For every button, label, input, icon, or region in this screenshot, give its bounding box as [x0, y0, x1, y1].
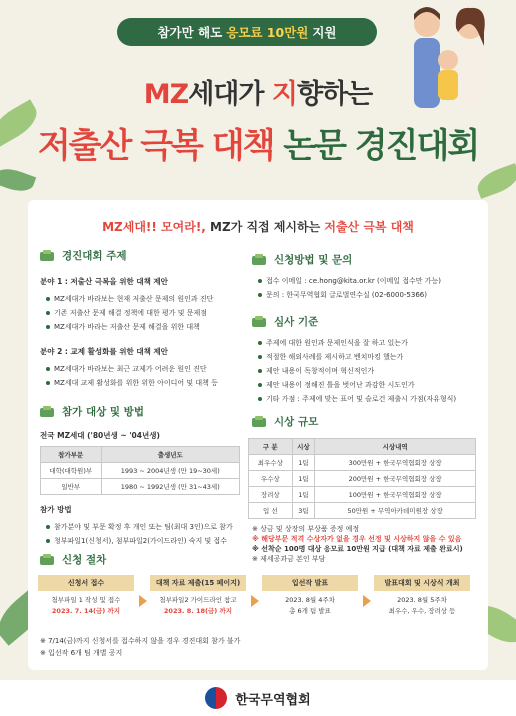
field-2-title: 분야 2 : 교제 활성화를 위한 대책 제안 [40, 347, 168, 356]
list-item-text: 참가분야 및 부문 확정 후 개인 또는 팀(최대 3인)으로 참가 [54, 523, 233, 531]
step-date: 2023. 8. 18(금) 까지 [163, 607, 233, 615]
section-target-title: 참가 대상 및 방법 [62, 406, 144, 418]
step-card [262, 575, 358, 631]
section-prize-title: 시상 규모 [274, 416, 319, 428]
list-item-text: MZ세대가 바라보는 현재 저출산 문제의 원인과 진단 [54, 295, 214, 303]
title1-mz: MZ [143, 79, 189, 110]
table-cell: 1팀 [292, 487, 315, 503]
list-item [46, 378, 218, 388]
step-head: 대책 자료 제출(15 페이지) [150, 575, 246, 591]
prize-note: ※ 제세공과금 본인 부담 [252, 555, 326, 563]
title2-contest: 논문 경진대회 [283, 126, 479, 166]
step-card [150, 575, 246, 631]
section-apply-title: 신청방법 및 문의 [274, 254, 353, 266]
headline-a: MZ세대!! 모여라!, [102, 220, 206, 234]
section-topic-title: 경진대회 주제 [62, 250, 127, 262]
leaf-icon [40, 406, 54, 418]
target-text: 전국 MZ세대 ('80년생 ~ '04년생) [40, 431, 160, 440]
title1-generation: 세대가 [188, 79, 272, 110]
leaf-icon [252, 254, 266, 266]
section-prize [252, 414, 318, 429]
leaf-icon [252, 416, 266, 428]
section-topic [40, 248, 127, 263]
section-procedure-title: 신청 절차 [62, 554, 107, 566]
table-cell: 1팀 [292, 471, 315, 487]
list-item [258, 366, 374, 376]
banner-highlight: 응모료 10만원 [226, 25, 309, 40]
list-item [46, 322, 200, 332]
list-item [258, 394, 456, 404]
table-cell: 1팀 [292, 455, 315, 471]
list-item [46, 536, 227, 546]
table-header: 시상내역 [315, 439, 476, 455]
list-item-text: 제안 내용이 정해진 틀을 벗어난 과감한 시도인가 [266, 381, 415, 389]
section-procedure [40, 552, 106, 567]
prize-note: ※ 해당부문 적격 수상자가 없을 경우 선정 및 시상하지 않을 수 있음 [252, 535, 462, 543]
prize-note: ※ 상금 및 상장의 부상품 증정 예정 [252, 525, 360, 533]
prize-note: ※ 선착순 100명 대상 응모료 10만원 지급 (대책 자료 제출 완료시) [252, 545, 463, 553]
table-cell: 입 선 [249, 503, 293, 519]
step-line: 첨부파일2 가이드라인 참고 [159, 596, 237, 604]
title-line-1 [0, 72, 516, 111]
table-cell: 장려상 [249, 487, 293, 503]
table-row [249, 487, 476, 503]
arrow-right-icon [363, 595, 371, 607]
section-target [40, 404, 144, 419]
list-item-text: MZ세대가 바라는 저출산 문제 해결을 위한 대책 [54, 323, 200, 331]
prize-table [248, 438, 476, 519]
list-item [46, 308, 207, 318]
table-header: 출생년도 [101, 447, 239, 463]
table-header: 참가부문 [41, 447, 102, 463]
table-cell: 300만원 + 한국무역협회장 상장 [315, 455, 476, 471]
list-item-text: 적절한 해외사례를 제시하고 벤치마킹 했는가 [266, 353, 404, 361]
step-line: 총 6개 팀 발표 [289, 607, 331, 615]
list-item-text: MZ세대가 바라보는 최근 교제가 어려운 원인 진단 [54, 365, 207, 373]
list-item-text: 주제에 대한 원인과 문제인식을 잘 하고 있는가 [266, 339, 408, 347]
arrow-right-icon [139, 595, 147, 607]
list-item-text: 기존 저출산 문제 해결 정책에 대한 평가 및 문제점 [54, 309, 208, 317]
leaf-decoration [0, 164, 36, 196]
section-criteria [252, 314, 318, 329]
list-item-text: 접수 이메일 : ce.hong@kita.or.kr (이메일 접수만 가능) [266, 277, 441, 285]
table-cell: 1993 ~ 2004년생 (만 19~30세) [101, 463, 239, 479]
list-item [46, 364, 207, 374]
kita-logo-icon [205, 687, 227, 709]
list-item [258, 352, 403, 362]
step-date: 2023. 7. 14(금) 까지 [51, 607, 121, 615]
step-head: 신청서 접수 [38, 575, 134, 591]
list-item [258, 276, 441, 286]
step-line: 첨부파일 1 작성 및 접수 [51, 596, 121, 604]
table-row [249, 471, 476, 487]
table-cell: 3팀 [292, 503, 315, 519]
table-row [249, 503, 476, 519]
list-item-text: 기타 가점 : 주제에 맞는 표어 및 슬로건 제출시 가점(자유형식) [266, 395, 457, 403]
banner-pre: 참가만 해도 [157, 25, 223, 40]
table-cell: 1980 ~ 1992년생 (만 31~43세) [101, 479, 239, 495]
banner-post: 지원 [312, 25, 337, 40]
leaf-icon [40, 554, 54, 566]
organization-name: 한국무역협회 [235, 692, 311, 708]
list-item [258, 290, 427, 300]
footer [0, 680, 516, 716]
step-line: 2023. 8월 5주차 [397, 596, 447, 604]
method-title: 참가 방법 [40, 505, 72, 514]
list-item [258, 380, 415, 390]
title2-topic: 저출산 극복 대책 [37, 126, 274, 166]
title-line-2 [0, 118, 516, 167]
top-banner [117, 18, 377, 46]
table-cell: 200만원 + 한국무역협회장 상장 [315, 471, 476, 487]
headline-c: 저출산 극복 대책 [324, 220, 414, 234]
step-head: 입선작 발표 [262, 575, 358, 591]
table-cell: 100만원 + 한국무역협회장 상장 [315, 487, 476, 503]
table-cell: 우수상 [249, 471, 293, 487]
table-row [41, 463, 240, 479]
arrow-right-icon [251, 595, 259, 607]
section-apply [252, 252, 352, 267]
title1-haneun: 하는 [322, 79, 373, 110]
list-item-text: MZ세대 교제 활성화를 위한 위한 아이디어 및 대책 등 [54, 379, 218, 387]
field-1-title: 분야 1 : 저출산 극복을 위한 대책 제안 [40, 277, 168, 286]
list-item-text: 제안 내용이 독창적이며 혁신적인가 [266, 367, 375, 375]
list-item [258, 338, 408, 348]
step-head: 발표대회 및 시상식 개최 [374, 575, 470, 591]
step-card [374, 575, 470, 631]
table-row [249, 455, 476, 471]
card-headline [0, 218, 516, 235]
procedure-note: ※ 입선작 6개 팀 개별 공지 [40, 649, 123, 657]
leaf-icon [40, 250, 54, 262]
table-cell: 50만원 + 무역아카데미원장 상장 [315, 503, 476, 519]
list-item-text: 문의 : 한국무역협회 글로벌연수실 (02-6000-5366) [266, 291, 427, 299]
title1-ji: 지 [271, 79, 297, 110]
leaf-decoration [474, 163, 516, 199]
table-header: 시상 [292, 439, 315, 455]
list-item-text: 청부파일1(신청서), 첨부파일2(가이드라인) 숙지 및 접수 [54, 537, 227, 545]
procedure-note: ※ 7/14(금)까지 신청서를 접수하지 않을 경우 경진대회 참가 불가 [40, 637, 241, 645]
headline-b: MZ가 직접 제시하는 [205, 220, 325, 234]
list-item [46, 294, 213, 304]
leaf-icon [252, 316, 266, 328]
list-item [46, 522, 233, 532]
table-cell: 최우수상 [249, 455, 293, 471]
title1-hyang: 향 [296, 79, 323, 110]
step-line: 2023. 8월 4주차 [285, 596, 335, 604]
table-cell: 일반부 [41, 479, 102, 495]
table-header: 구 분 [249, 439, 293, 455]
division-table [40, 446, 240, 495]
section-criteria-title: 심사 기준 [274, 316, 319, 328]
table-row [41, 479, 240, 495]
step-line: 최우수, 우수, 장려상 등 [388, 607, 456, 615]
table-cell: 대학(대학원)부 [41, 463, 102, 479]
step-card [38, 575, 134, 631]
